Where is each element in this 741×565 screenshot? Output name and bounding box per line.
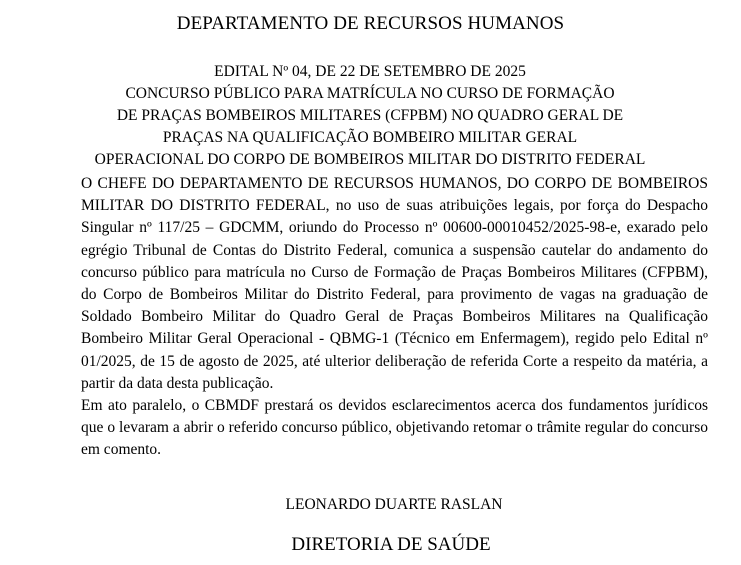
- signatory-name: LEONARDO DUARTE RASLAN: [285, 496, 503, 513]
- edital-title-line: DE PRAÇAS BOMBEIROS MILITARES (CFPBM) NO QUADRO GERAL DE: [116, 107, 624, 124]
- edital-title-line: OPERACIONAL DO CORPO DE BOMBEIROS MILITAR DO DISTRITO FEDERAL: [94, 151, 646, 168]
- edital-title-line: CONCURSO PÚBLICO PARA MATRÍCULA NO CURSO DE FORMAÇÃO: [125, 85, 615, 102]
- edital-body: [81, 173, 708, 462]
- body-paragraph-suspension: O CHEFE DO DEPARTAMENTO DE RECURSOS HUMANOS, DO CORPO DE BOMBEIROS MILITAR DO DISTRITO FEDERAL, no uso de suas atribuições legais, por força do Despacho Singular nº 117/25 – GDCMM, oriundo do Processo nº 00600-00010452/2025-98-e, exarado pelo egrégio Tribunal de Contas do Distrito Federal, comunica a suspensão cautelar do andamento do concurso público para matrícula no Curso de Formação de Praças Bombeiros Militares (CFPBM), do Corpo de Bombeiros Militar do Distrito Federal, para provimento de vagas na graduação de Soldado Bombeiro Militar do Quadro Geral de Praças Bombeiros Militares na Qualificação Bombeiro Militar Geral Operacional - QBMG-1 (Técnico em Enfermagem), regido pelo Edital nº 01/2025, de 15 de agosto de 2025, até ulterior deliberação de referida Corte a respeito da matéria, a partir da data desta publicação.: [81, 175, 708, 392]
- edital-title-line: PRAÇAS NA QUALIFICAÇÃO BOMBEIRO MILITAR GERAL: [162, 129, 578, 146]
- department-heading: DEPARTAMENTO DE RECURSOS HUMANOS: [176, 13, 565, 34]
- body-paragraph-clarification: Em ato paralelo, o CBMDF prestará os devidos esclarecimentos acerca dos fundamentos jurídicos que o levaram a abrir o referido concurso público, objetivando retomar o trâmite regular do concurso em comento.: [81, 397, 708, 459]
- edital-heading-block: [70, 61, 670, 171]
- edital-number-line: EDITAL Nº 04, DE 22 DE SETEMBRO DE 2025: [214, 63, 526, 80]
- next-section-heading: DIRETORIA DE SAÚDE: [291, 534, 491, 555]
